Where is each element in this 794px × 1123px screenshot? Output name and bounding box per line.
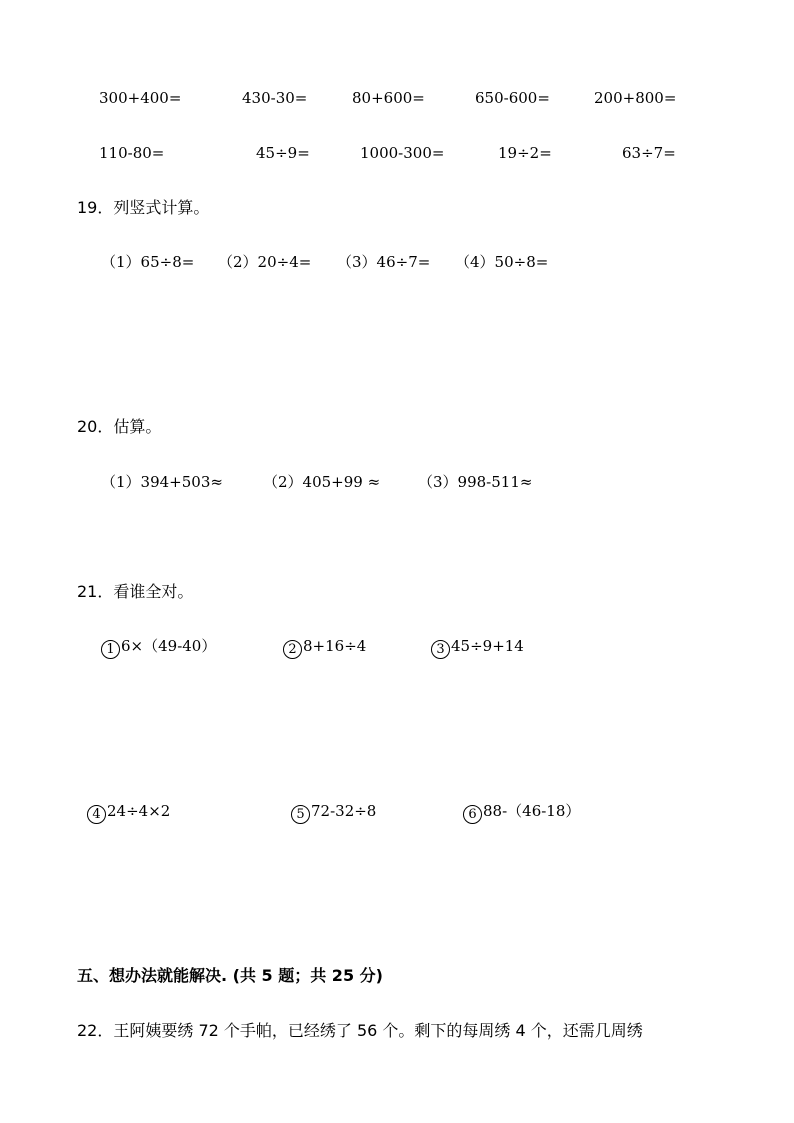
mental-calc-item: 80+600= xyxy=(352,89,425,107)
question-21-title: 21．看谁全对。 xyxy=(77,582,194,601)
q19-item: （2）20÷4= xyxy=(218,253,312,271)
circled-number: 1 xyxy=(101,640,120,659)
q20-item: （2）405+99 ≈ xyxy=(263,473,381,491)
circled-number: 5 xyxy=(291,805,310,824)
q20-item: （1）394+503≈ xyxy=(101,473,223,491)
mental-calc-item: 650-600= xyxy=(475,89,550,107)
q21-item xyxy=(101,636,216,659)
mental-calc-item: 110-80= xyxy=(99,144,165,162)
question-20-title: 20．估算。 xyxy=(77,417,162,436)
mental-calc-item: 1000-300= xyxy=(360,144,445,162)
q19-item: （3）46÷7= xyxy=(337,253,431,271)
circled-number: 6 xyxy=(463,805,482,824)
mental-calc-item: 63÷7= xyxy=(622,144,676,162)
question-22-text: 22．王阿姨要绣 72 个手帕，已经绣了 56 个。剩下的每周绣 4 个，还需几周绣 xyxy=(77,1021,643,1040)
q19-item: （1）65÷8= xyxy=(101,253,195,271)
q21-expression: 24÷4×2 xyxy=(107,802,171,820)
mental-calc-item: 200+800= xyxy=(594,89,677,107)
q21-item xyxy=(431,636,524,659)
mental-calc-item: 430-30= xyxy=(242,89,308,107)
q20-item: （3）998-511≈ xyxy=(418,473,533,491)
q21-expression: 6×（49-40） xyxy=(121,637,217,655)
q21-item xyxy=(87,801,170,824)
q19-item: （4）50÷8= xyxy=(455,253,549,271)
q21-item xyxy=(283,636,366,659)
question-19-title: 19．列竖式计算。 xyxy=(77,198,210,217)
mental-calc-item: 19÷2= xyxy=(498,144,552,162)
q21-item xyxy=(291,801,376,824)
q21-expression: 72-32÷8 xyxy=(311,802,377,820)
circled-number: 4 xyxy=(87,805,106,824)
q21-expression: 8+16÷4 xyxy=(303,637,367,655)
mental-calc-item: 45÷9= xyxy=(256,144,310,162)
circled-number: 3 xyxy=(431,640,450,659)
section-5-heading: 五、想办法就能解决. (共 5 题；共 25 分) xyxy=(77,966,383,985)
q21-item xyxy=(463,801,580,824)
q21-expression: 88-（46-18） xyxy=(483,802,581,820)
q21-expression: 45÷9+14 xyxy=(451,637,524,655)
mental-calc-item: 300+400= xyxy=(99,89,182,107)
circled-number: 2 xyxy=(283,640,302,659)
